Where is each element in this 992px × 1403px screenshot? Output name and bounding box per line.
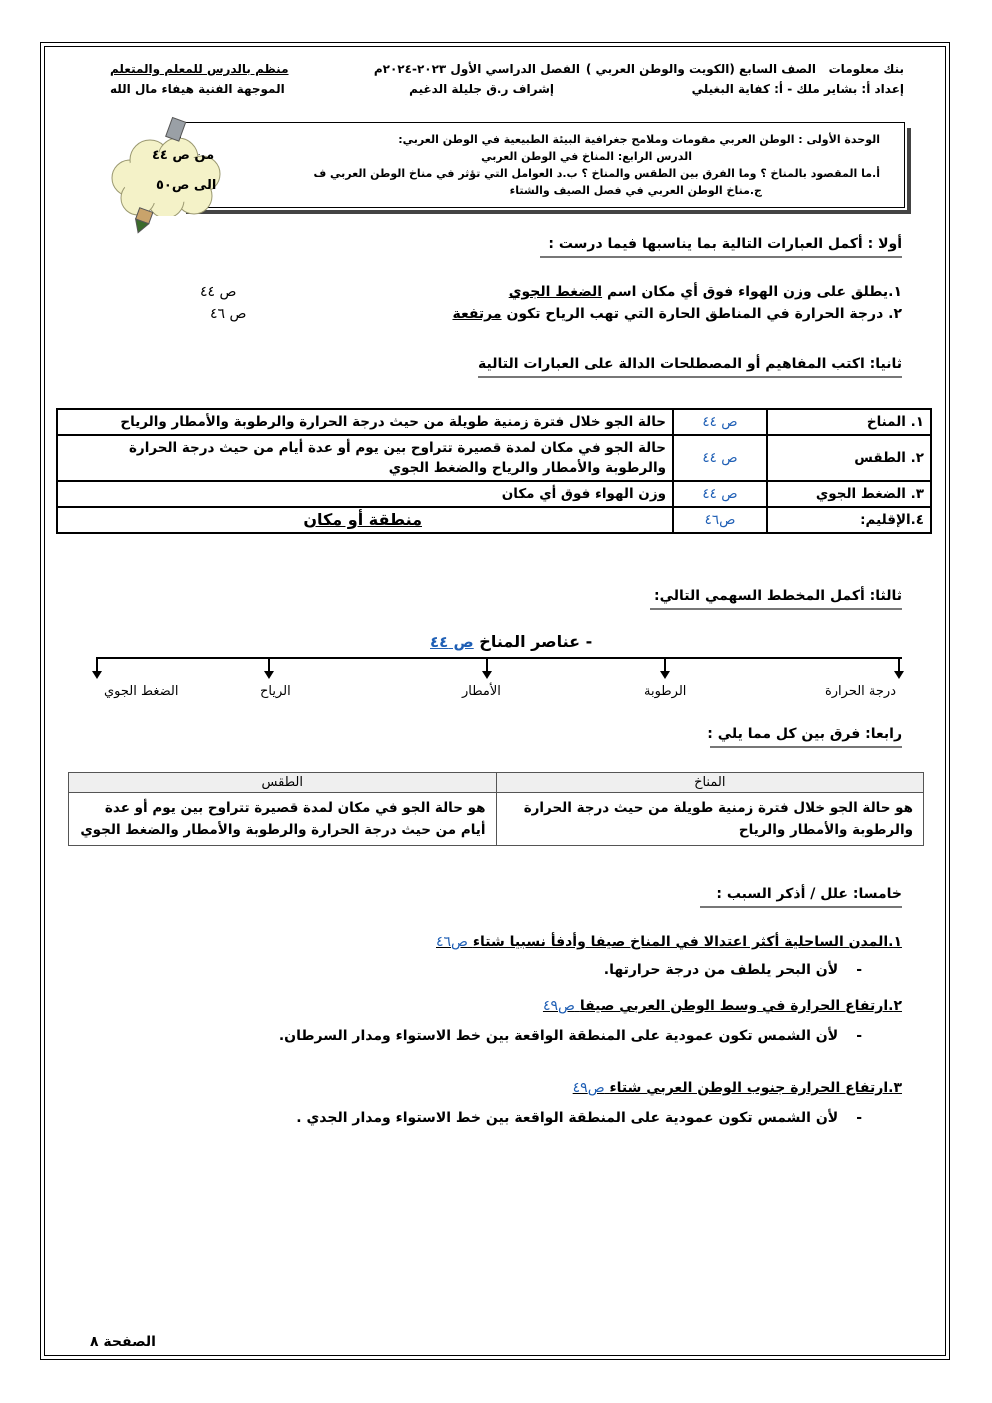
term-page: ص ٤٤ (673, 409, 767, 435)
s1-item-1-answer: الضغط الجوي (508, 284, 603, 300)
table-row (57, 481, 931, 507)
term-definition: حالة الجو خلال فترة زمنية طويلة من حيث درجة الحرارة والرطوبة والأمطار والرياح (57, 409, 673, 435)
lesson-title: الدرس الرابع: المناخ في الوطن العربي (481, 150, 692, 163)
diagram-root: - عناصر المناخ ص ٤٤ (430, 632, 593, 651)
arrow-head-icon (894, 671, 904, 679)
section2-underline (478, 376, 902, 378)
lesson-objectives-2: ج.مناخ الوطن العربي في فصل الصيف والشتاء (509, 184, 762, 197)
cloud-pages-from: من ص ٤٤ (152, 148, 215, 163)
s5-answer-2: -لأن الشمس تكون عمودية على المنطقة الواقعة بين خط الاستواء ومدار السرطان. (278, 1028, 862, 1044)
s5-question-2: ٢.ارتفاع الحرارة في وسط الوطن العربي صيفا ص٤٩ (542, 998, 902, 1014)
column-header: المناخ (496, 773, 924, 793)
s5-question-1: ١.المدن الساحلية أكثر اعتدالا في المناخ صيفا وأدفأ نسبيا شتاء ص٤٦ (436, 934, 902, 950)
section1-underline (540, 256, 902, 258)
s5-question-1-page: ص٤٦ (436, 934, 468, 950)
table-row (57, 435, 931, 481)
page-number: الصفحة ٨ (90, 1334, 156, 1350)
term-page: ص ٤٤ (673, 435, 767, 481)
table-header-row (69, 773, 924, 793)
diagram-horizontal-line (96, 657, 902, 659)
section3-title: ثالثا: أكمل المخطط السهمي التالي: (654, 588, 902, 604)
section2-title: ثانيا: اكتب المفاهيم أو المصطلحات الدالة على العبارات التالية (478, 356, 902, 372)
section4-title: رابعا: فرق بين كل مما يلي : (707, 726, 902, 742)
term-definition: منطقة أو مكان (57, 507, 673, 533)
s5-question-2-page: ص٤٩ (542, 998, 575, 1014)
section1-title: أولا : أكمل العبارات التالية بما يناسبها فيما درست : (548, 236, 902, 252)
compare-cell: هو حالة الجو خلال فترة زمنية طويلة من حيث درجة الحرارة والرطوبة والأمطار والرياح (496, 793, 924, 846)
s5-answer-1: -لأن البحر يلطف من درجة حرارتها. (603, 962, 862, 978)
table-row (57, 507, 931, 533)
header-supervisor: الموجهة الفنية هيفاء مال الله (110, 82, 285, 96)
lesson-objectives-1: أ.ما المقصود بالمناخ ؟ وما الفرق بين الطقس والمناخ ؟ ب.د العوامل التي تؤثر في مناخ الوطن العربي ف (313, 167, 880, 180)
terms-table (56, 408, 932, 534)
diagram-element: الرياح (260, 684, 291, 699)
diagram-element: الرطوبة (644, 684, 687, 699)
header-organizer: منظم بالدرس للمعلم والمتعلم (110, 62, 289, 76)
term-page: ص٤٦ (673, 507, 767, 533)
arrow-head-icon (660, 671, 670, 679)
term-cell: ١. المناخ (767, 409, 931, 435)
term-definition: حالة الجو في مكان لمدة قصيرة تتراوح بين يوم أو عدة أيام من حيث درجة الحرارة والرطوبة والأمطار والرياح والضغط الجوي (57, 435, 673, 481)
s1-item-2-answer: مرتفعة (452, 306, 502, 322)
table-row (69, 793, 924, 846)
header-grade: الصف السابع (الكويت والوطن العربي ) (585, 62, 816, 76)
term-cell: ٣. الضغط الجوي (767, 481, 931, 507)
section3-underline (650, 608, 902, 610)
diagram-element: الضغط الجوي (104, 684, 179, 699)
s5-answer-3: -لأن الشمس تكون عمودية على المنطقة الواقعة بين خط الاستواء ومدار الجدي . (296, 1110, 862, 1126)
cloud-pages-to: الى ص٥٠ (156, 178, 217, 193)
header-semester: الفصل الدراسي الأول ٢٠٢٣-٢٠٢٤م (373, 62, 580, 76)
compare-table (68, 772, 924, 846)
s1-item-1-page: ص ٤٤ (200, 284, 237, 300)
header-supervision: إشراف ر.ق جليلة الدغيم (409, 82, 554, 96)
term-cell: ٢. الطقس (767, 435, 931, 481)
diagram-root-page: ص ٤٤ (430, 633, 474, 651)
pencil-icon (128, 110, 188, 240)
compare-cell: هو حالة الجو في مكان لمدة قصيرة تتراوح بين يوم أو عدة أيام من حيث درجة الحرارة والرطوبة والأمطار والضغط الجوي (69, 793, 497, 846)
s1-item-2-page: ص ٤٦ (210, 306, 247, 322)
s1-item-2: ٢. درجة الحرارة في المناطق الحارة التي تهب الرياح تكون مرتفعة (452, 306, 902, 322)
table-row (57, 409, 931, 435)
term-definition: وزن الهواء فوق أي مكان (57, 481, 673, 507)
arrow-head-icon (264, 671, 274, 679)
column-header: الطقس (69, 773, 497, 793)
s5-question-3-page: ص٤٩ (572, 1080, 605, 1096)
diagram-element: درجة الحرارة (824, 684, 896, 699)
section4-underline (710, 746, 902, 748)
header-bank: بنك معلومات (828, 62, 904, 76)
header-prepared-by: إعداد أ: بشاير ملك - أ: كفاية البغيلي (691, 82, 904, 96)
section5-underline (700, 906, 902, 908)
diagram-element: الأمطار (462, 684, 501, 699)
s1-item-1: ١.يطلق على وزن الهواء فوق أي مكان اسم الضغط الجوي (508, 284, 902, 300)
unit-title: الوحدة الأولى : الوطن العربي مقومات وملامح جغرافية البيئة الطبيعية في الوطن العربي: (398, 133, 880, 146)
term-cell: ٤.الإقليم: (767, 507, 931, 533)
section5-title: خامسا: علل / أذكر السبب : (716, 886, 902, 902)
arrow-head-icon (92, 671, 102, 679)
s5-question-3: ٣.ارتفاع الحرارة جنوب الوطن العربي شتاء ص٤٩ (572, 1080, 902, 1096)
arrow-head-icon (482, 671, 492, 679)
term-page: ص ٤٤ (673, 481, 767, 507)
